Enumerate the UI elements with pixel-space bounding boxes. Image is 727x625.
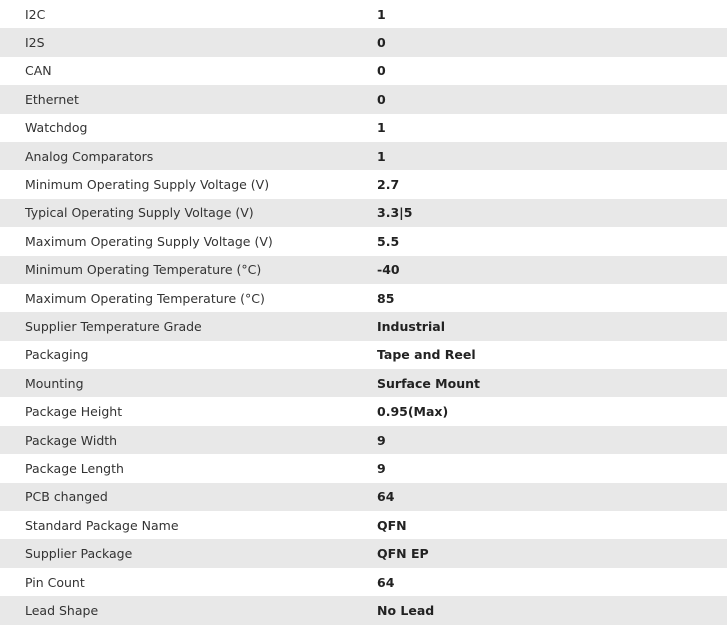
spec-value: 64 xyxy=(377,489,395,505)
spec-value: 3.3|5 xyxy=(377,205,413,221)
spec-label: PCB changed xyxy=(25,489,108,505)
spec-row xyxy=(0,142,727,170)
spec-value: 0 xyxy=(377,91,386,107)
spec-row xyxy=(0,227,727,255)
spec-value: 0.95(Max) xyxy=(377,404,449,420)
spec-value: Tape and Reel xyxy=(377,347,476,363)
spec-row xyxy=(0,284,727,312)
spec-row xyxy=(0,426,727,454)
spec-label: Packaging xyxy=(25,347,89,363)
spec-row xyxy=(0,114,727,142)
spec-label: Lead Shape xyxy=(25,602,99,618)
spec-label: CAN xyxy=(25,63,52,79)
spec-value: Industrial xyxy=(377,318,445,334)
spec-label: Ethernet xyxy=(25,91,79,107)
spec-label: Typical Operating Supply Voltage (V) xyxy=(25,205,254,221)
spec-label: Standard Package Name xyxy=(25,517,179,533)
spec-label: Package Width xyxy=(25,432,118,448)
spec-row xyxy=(0,199,727,227)
spec-label: Maximum Operating Supply Voltage (V) xyxy=(25,233,273,249)
spec-row xyxy=(0,539,727,567)
spec-row xyxy=(0,568,727,596)
spec-row xyxy=(0,341,727,369)
spec-value: 9 xyxy=(377,432,386,448)
spec-value: 64 xyxy=(377,574,395,590)
spec-value: 0 xyxy=(377,63,386,79)
spec-row xyxy=(0,85,727,113)
spec-value: 2.7 xyxy=(377,177,400,193)
spec-value: QFN EP xyxy=(377,546,429,562)
spec-label: Maximum Operating Temperature (°C) xyxy=(25,290,265,306)
spec-row xyxy=(0,511,727,539)
spec-value: 85 xyxy=(377,290,395,306)
spec-label: Minimum Operating Temperature (°C) xyxy=(25,262,262,278)
spec-row xyxy=(0,483,727,511)
spec-value: 1 xyxy=(377,6,386,22)
spec-row xyxy=(0,28,727,56)
spec-label: Watchdog xyxy=(25,120,88,136)
spec-value: 1 xyxy=(377,120,386,136)
spec-value: 9 xyxy=(377,460,386,476)
spec-row xyxy=(0,596,727,624)
spec-label: I2S xyxy=(25,35,45,51)
spec-label: Supplier Package xyxy=(25,546,133,562)
spec-row xyxy=(0,454,727,482)
spec-label: I2C xyxy=(25,6,46,22)
spec-label: Mounting xyxy=(25,375,84,391)
spec-value: 5.5 xyxy=(377,233,400,249)
spec-value: No Lead xyxy=(377,602,435,618)
spec-label: Pin Count xyxy=(25,574,85,590)
spec-value: -40 xyxy=(377,262,400,278)
spec-label: Minimum Operating Supply Voltage (V) xyxy=(25,177,270,193)
spec-value: 1 xyxy=(377,148,386,164)
spec-value: QFN xyxy=(377,517,407,533)
spec-label: Analog Comparators xyxy=(25,148,154,164)
spec-row xyxy=(0,369,727,397)
spec-row xyxy=(0,170,727,198)
spec-value: 0 xyxy=(377,35,386,51)
spec-row xyxy=(0,0,727,28)
spec-label: Supplier Temperature Grade xyxy=(25,318,202,334)
spec-row xyxy=(0,312,727,340)
spec-row xyxy=(0,397,727,425)
spec-row xyxy=(0,256,727,284)
spec-value: Surface Mount xyxy=(377,375,480,391)
spec-row xyxy=(0,57,727,85)
spec-label: Package Length xyxy=(25,460,124,476)
spec-label: Package Height xyxy=(25,404,123,420)
